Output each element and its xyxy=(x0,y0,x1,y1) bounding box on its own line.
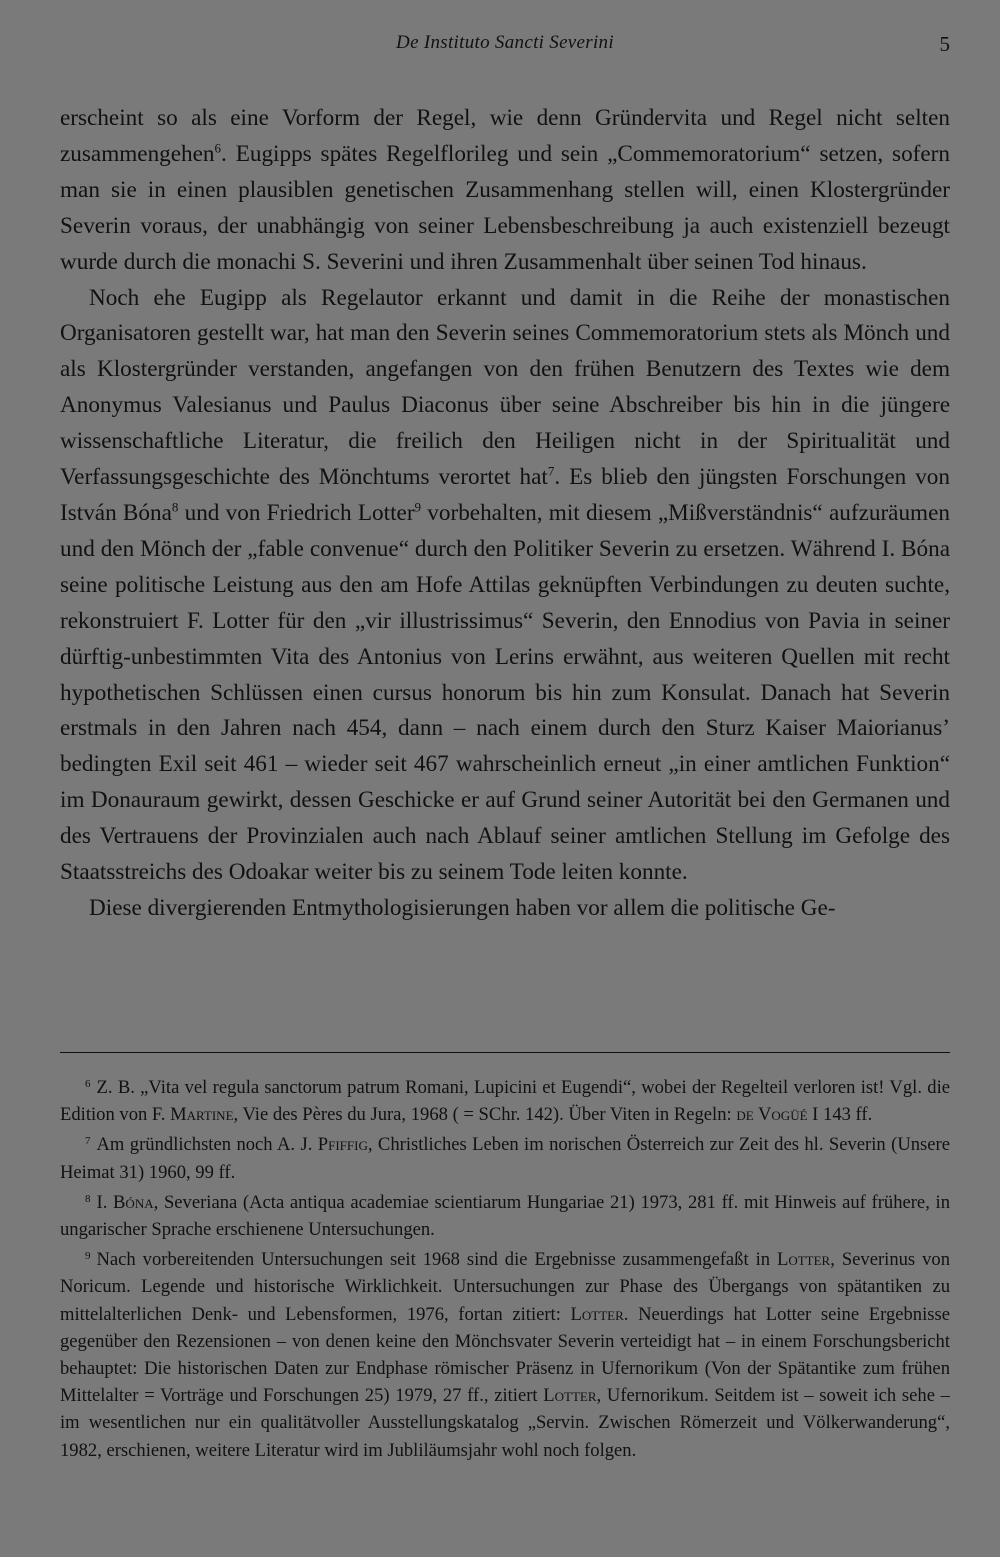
paragraph-2-text-a: Noch ehe Eugipp als Regelautor erkannt und damit in die Reihe der monastischen Organisatoren gestellt war, hat man den Severin seines Commemoratorium stets als Mönch und als Klostergründer verstanden, angefangen von den frühen Benutzern des Textes wie dem Anonymus Valesianus und Paulus Diaconus über seine Abschreiber bis hin in die jüngere wissenschaftliche Literatur, die freilich den Heiligen nicht in der Spiritualität und Verfassungsgeschichte des Mönchtums verortet hat xyxy=(60,284,950,491)
paragraph-3: Diese divergierenden Entmythologisierungen haben vor allem die politische Ge- xyxy=(89,894,836,921)
running-head xyxy=(60,32,950,62)
footnote-7 xyxy=(60,1128,950,1185)
footnote-8-author-1: Bóna xyxy=(113,1191,154,1213)
running-title: De Instituto Sancti Severini xyxy=(396,32,614,53)
footnote-9-text-a: Nach vorbereitenden Untersuchungen seit 1968 sind die Ergebnisse zusammengefaßt in xyxy=(96,1249,777,1271)
footnote-6-text-c: I 143 ff. xyxy=(807,1104,873,1126)
page-number: 5 xyxy=(939,32,950,56)
footnote-9-author-1: Lotter xyxy=(776,1249,831,1271)
paragraph-2-text-c: und von Friedrich Lotter xyxy=(178,499,415,526)
main-text xyxy=(60,101,950,927)
footnotes xyxy=(60,1071,950,1464)
footnote-6-text-b: , Vie des Pères du Jura, 1968 ( = SChr. 142). Über Viten in Regeln: xyxy=(233,1104,737,1126)
paragraph-2-text-b: . Es blieb den jüngsten Forschungen von István Bóna xyxy=(60,464,950,526)
footnote-6-author-2: de Vogüé xyxy=(736,1104,808,1126)
footnote-6-text-a: Z. B. „Vita vel regula sanctorum patrum Romani, Lupicini et Eugendi“, wobei der Regelteil verloren ist! Vgl. die Edition von F. xyxy=(60,1077,950,1126)
footnote-6 xyxy=(60,1071,950,1128)
footnote-9-mark: 9 xyxy=(85,1250,91,1263)
footnote-9-text-d: , Ufernorikum. Seitdem ist – soweit ich sehe – im wesentlichen nur ein qualitätvoller Ausstellungskatalog „Servin. Zwischen Römerzeit und Völkerwanderung“, 1982, erschienen, weitere Literatur wird im Jubliläumsjahr wohl noch folgen. xyxy=(60,1385,950,1461)
paragraph-1-text-b: . Eugipps spätes Regelflorileg und sein „Commemoratorium“ setzen, sofern man sie in einen plausiblen genetischen Zusammenhang stellen will, einen Klostergründer Severin voraus, der unabhängig von seiner Lebensbeschreibung ja auch existenziell bezeugt wurde durch die monachi S. Severini und ihren Zusammenhalt über seinen Tod hinaus. xyxy=(60,140,950,275)
footnote-7-text-a: Am gründlichsten noch A. J. xyxy=(96,1134,318,1156)
footnote-8 xyxy=(60,1186,950,1243)
footnote-divider xyxy=(60,1052,950,1053)
paragraph-1 xyxy=(60,101,950,281)
footnote-7-mark: 7 xyxy=(85,1135,91,1148)
footnote-8-mark: 8 xyxy=(85,1192,91,1205)
footnote-6-author-1: Martine xyxy=(170,1104,234,1126)
paragraph-2-text-d: vorbehalten, mit diesem „Mißverständnis“ aufzuräumen und den Mönch der „fable convenue“ durch den Politiker Severin zu ersetzen. Während I. Bóna seine politische Leistung aus den am Hofe Attilas geknüpften Verbindungen zu deuten suchte, rekonstruiert F. Lotter für den „vir illustrissimus“ Severin, den Ennodius von Pavia in seiner dürftig-unbestimmten Vita des Antonius von Lerins erwähnt, aus weiteren Quellen mit recht hypothetischen Schlüssen einen cursus honorum bis hin zum Konsulat. Danach hat Severin erstmals in den Jahren nach 454, dann – nach einem durch den Sturz Kaiser Maiorianus’ bedingten Exil seit 461 – wieder seit 467 wahrscheinlich erneut „in einer amtlichen Funktion“ im Donauraum gewirkt, dessen Geschicke er auf Grund seiner Autorität bei den Germanen und des Vertrauens der Provinzialen auch nach Ablauf seiner amtlichen Stellung im Gefolge des Staatsstreichs des Odoakar weiter bis zu seinem Tode leiten konnte. xyxy=(60,499,950,886)
footnote-6-mark: 6 xyxy=(85,1078,91,1090)
paragraph-1-text-a: erscheint so als eine Vorform der Regel, wie denn Gründervita und Regel nicht selten zusammengehen xyxy=(60,105,950,167)
footnote-9-text-b: , Severinus von Noricum. Legende und historische Wirklichkeit. Untersuchungen zur Phase des Übergangs von spätantiken zu mittelalterlichen Denk- und Lebensformen, 1976, fortan zitiert: xyxy=(60,1249,951,1325)
footnote-7-author-1: Pfiffig xyxy=(317,1134,368,1156)
footnote-ref-7: 7 xyxy=(547,463,555,479)
footnote-8-text-a: I. xyxy=(96,1191,114,1213)
footnote-9 xyxy=(60,1243,950,1464)
footnote-ref-6: 6 xyxy=(214,140,222,156)
footnote-9-text-c: . Neuerdings hat Lotter seine Ergebnisse gegenüber den Rezensionen – von denen keine den Mönchsvater Severin verteidigt hat – in einem Forschungsbericht behauptet: Die historischen Daten zur Endphase römischer Präsenz in Ufernorikum (Von der Spätantike zum frühen Mittelalter = Vorträge und Forschungen 25) 1979, 27 ff., zitiert xyxy=(60,1303,950,1407)
footnote-ref-8: 8 xyxy=(171,499,179,515)
footnote-7-text-b: , Christliches Leben im norischen Österreich zur Zeit des hl. Severin (Unsere Heimat 31) 1960, 99 ff. xyxy=(60,1134,950,1183)
footnote-8-text-b: , Severiana (Acta antiqua academiae scientiarum Hungariae 21) 1973, 281 ff. mit Hinweis auf frühere, in ungarischer Sprache erschienene Untersuchungen. xyxy=(60,1191,950,1241)
footnote-9-author-2: Lotter xyxy=(570,1303,624,1325)
footnote-9-author-3: Lotter xyxy=(543,1385,597,1407)
footnote-ref-9: 9 xyxy=(414,499,422,515)
paragraph-2 xyxy=(60,281,950,891)
